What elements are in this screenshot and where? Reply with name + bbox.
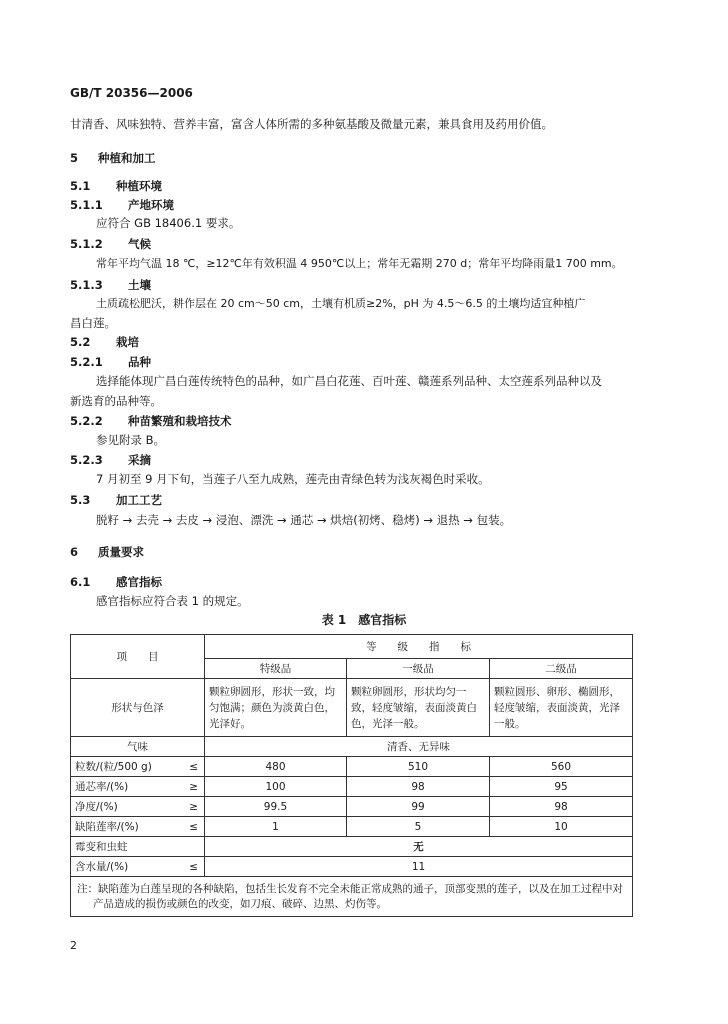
row-label: 净度/(%) (71, 797, 181, 817)
row-merged-value: 无 (205, 837, 633, 857)
row-symbol: ≥ (181, 777, 205, 797)
row-value: 560 (490, 757, 633, 777)
row-value: 480 (205, 757, 347, 777)
row-value: 10 (490, 817, 633, 837)
section-5-1-1-text: 应符合 GB 18406.1 要求。 (96, 216, 241, 230)
row-value: 1 (205, 817, 347, 837)
sensory-index-table (70, 634, 633, 917)
row-value: 颗粒卵圆形，形状一致，均匀饱满；颜色为淡黄白色，光泽好。 (205, 679, 347, 737)
section-5-2-3-text: 7 月初至 9 月下旬，当莲子八至九成熟，莲壳由青绿色转为浅灰褐色时采收。 (96, 472, 490, 486)
table-row (71, 817, 633, 837)
section-5-1-1-heading: 5.1.1 产地环境 (70, 198, 175, 212)
section-6-1-text: 感官指标应符合表 1 的规定。 (96, 594, 249, 608)
row-label: 通芯率/(%) (71, 777, 181, 797)
section-5-2-2-heading: 5.2.2 种苗繁殖和栽培技术 (70, 414, 232, 428)
section-5-1-3-text-1: 土质疏松肥沃，耕作层在 20 cm～50 cm，土壤有机质≥2%，pH 为 4.5～6.5 的土壤均适宜种植广 (96, 297, 586, 310)
row-label: 霉变和虫蛀 (71, 837, 205, 857)
table-row (71, 737, 633, 757)
row-label: 缺陷莲率/(%) (71, 817, 181, 837)
section-5-heading: 5 种植和加工 (70, 151, 156, 165)
grade-first: 一级品 (347, 659, 490, 679)
row-value: 98 (347, 777, 490, 797)
section-5-1-3-text-2: 昌白莲。 (70, 316, 116, 330)
row-value: 颗粒卵圆形，形状均匀一致，轻度皱缩，表面淡黄白色，光泽一般。 (347, 679, 490, 737)
header-grade: 等 级 指 标 (205, 635, 633, 659)
section-5-1-3-heading: 5.1.3 土壤 (70, 278, 152, 292)
row-symbol: ≤ (181, 817, 205, 837)
table-row (71, 837, 633, 857)
table-row (71, 757, 633, 777)
row-value: 99 (347, 797, 490, 817)
row-label: 含水量/(%) (71, 857, 181, 877)
table-header-row (71, 635, 633, 659)
section-6-heading: 6 质量要求 (70, 545, 145, 559)
section-5-2-1-text-1: 选择能体现广昌白莲传统特色的品种，如广昌白花莲、百叶莲、赣莲系列品种、太空莲系列品种以及 (96, 374, 602, 388)
section-5-2-1-text-2: 新选育的品种等。 (70, 394, 162, 408)
section-5-1-2-heading: 5.1.2 气候 (70, 237, 152, 251)
section-6-1-heading: 6.1 感官指标 (70, 575, 163, 589)
grade-special: 特级品 (205, 659, 347, 679)
section-5-1-heading: 5.1 种植环境 (70, 179, 163, 193)
row-label: 气味 (71, 737, 205, 757)
row-value: 510 (347, 757, 490, 777)
table-note-row (71, 877, 633, 917)
row-merged-value: 11 (205, 857, 633, 877)
section-5-1-2-text: 常年平均气温 18 ℃，≥12℃年有效积温 4 950℃以上；常年无霜期 270 d；常年平均降雨量1 700 mm。 (96, 257, 623, 270)
row-value: 颗粒圆形、卵形、椭圆形，轻度皱缩，表面淡黄，光泽一般。 (490, 679, 633, 737)
section-5-3-heading: 5.3 加工工艺 (70, 493, 163, 507)
row-value: 98 (490, 797, 633, 817)
table-row (71, 857, 633, 877)
row-value: 100 (205, 777, 347, 797)
section-5-2-1-heading: 5.2.1 品种 (70, 355, 152, 369)
row-merged-value: 清香、无异味 (205, 737, 633, 757)
header-item: 项 目 (71, 635, 205, 679)
row-label: 粒数/(粒/500 g) (71, 757, 181, 777)
row-value: 5 (347, 817, 490, 837)
section-5-2-heading: 5.2 栽培 (70, 335, 140, 349)
page-number: 2 (70, 939, 77, 952)
row-label: 形状与色泽 (71, 679, 205, 737)
table-note: 注：缺陷莲为白莲呈现的各种缺陷，包括生长发育不完全未能正常成熟的通子，顶部变黑的莲子，以及在加工过程中对产品造成的损伤或颜色的改变，如刀痕、破碎、边黑、灼伤等。 (71, 877, 633, 917)
section-5-2-3-heading: 5.2.3 采摘 (70, 453, 152, 467)
intro-line: 甘清香、风味独特、营养丰富，富含人体所需的多种氨基酸及微量元素，兼具食用及药用价值。 (70, 117, 553, 131)
row-symbol: ≤ (181, 757, 205, 777)
standard-code: GB/T 20356—2006 (70, 86, 193, 100)
section-5-3-text: 脱籽 → 去壳 → 去皮 → 浸泡、漂洗 → 通芯 → 烘焙(初烤、稳烤) → 退热 → 包装。 (96, 513, 512, 527)
row-symbol: ≥ (181, 797, 205, 817)
row-value: 95 (490, 777, 633, 797)
section-5-2-2-text: 参见附录 B。 (96, 433, 166, 447)
row-value: 99.5 (205, 797, 347, 817)
table-row (71, 679, 633, 737)
table-row (71, 777, 633, 797)
grade-second: 二级品 (490, 659, 633, 679)
table-row (71, 797, 633, 817)
row-symbol: ≤ (181, 857, 205, 877)
table-caption: 表 1 感官指标 (321, 613, 407, 627)
